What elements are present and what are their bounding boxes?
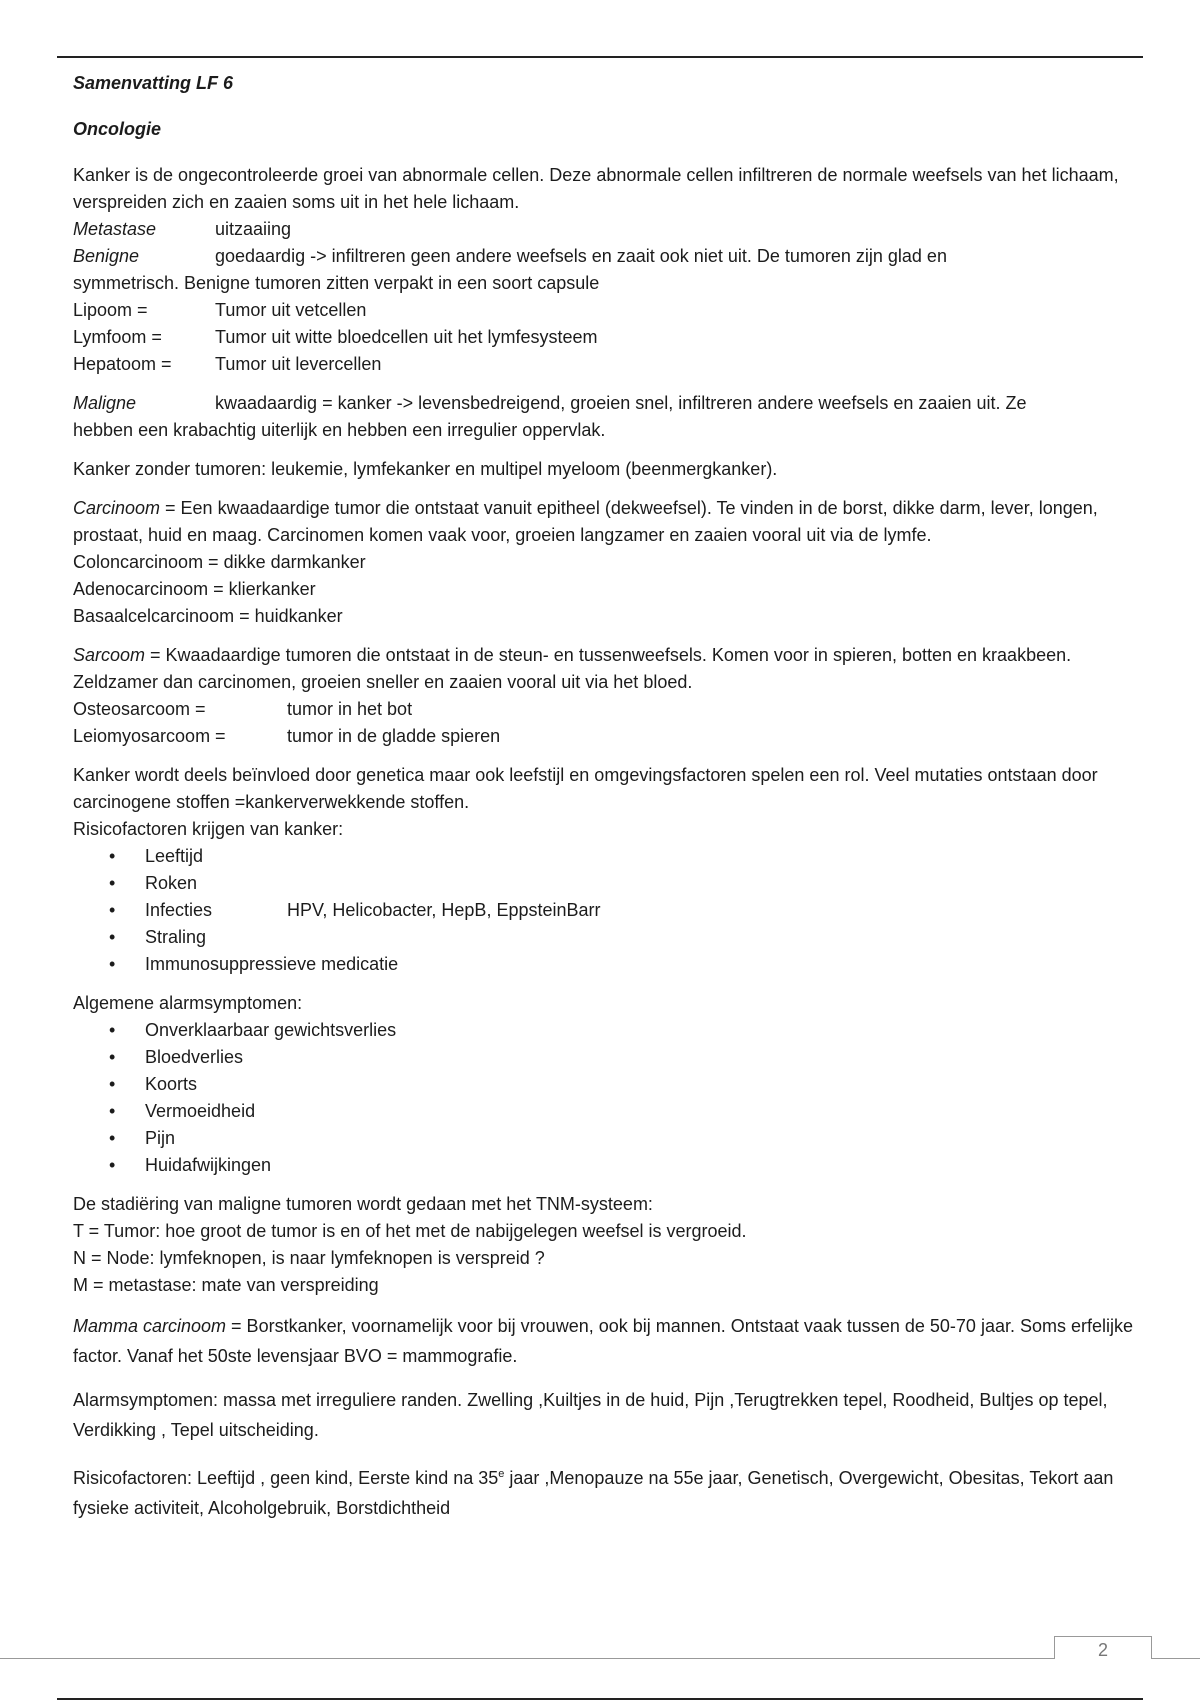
genetics-paragraph: Kanker wordt deels beïnvloed door genetica maar ook leefstijl en omgevingsfactoren spelen een rol. Veel mutaties ontstaan door carcinogene stoffen =kankerverwekkende stoffen. <box>73 765 1098 812</box>
list-item <box>73 1125 1133 1152</box>
document-title: Samenvatting LF 6 <box>73 73 234 93</box>
carcinoom-type: Coloncarcinoom = dikke darmkanker <box>73 552 366 572</box>
page-number: 2 <box>1054 1636 1152 1659</box>
list-item-label: • Roken <box>145 873 198 893</box>
definition-maligne <box>73 390 1133 417</box>
type-desc: tumor in de gladde spieren <box>287 726 501 746</box>
definition-term: Metastase <box>73 219 157 239</box>
carcinoom-text: = Een kwaadaardige tumor die ontstaat vanuit epitheel (dekweefsel). Te vinden in de borst, dikke darm, lever, longen, prostaat, huid en maag. Carcinomen komen vaak voor, groeien langzamer en zaaien vooral uit via de lymfe. <box>73 498 1098 545</box>
definition-desc: goedaardig -> infiltreren geen andere weefsels en zaait ook niet uit. De tumoren zijn glad en <box>215 246 947 266</box>
sarcoom-type-row <box>73 696 1133 723</box>
carcinoom-term: Carcinoom <box>73 498 161 518</box>
carcinoom-type: Basaalcelcarcinoom = huidkanker <box>73 606 343 626</box>
list-item <box>73 1152 1133 1179</box>
mamma-paragraph <box>73 1311 1133 1371</box>
benigne-continuation: symmetrisch. Benigne tumoren zitten verpakt in een soort capsule <box>73 273 600 293</box>
benign-type-row <box>73 351 1133 378</box>
type-term: Lipoom = <box>73 300 148 320</box>
carcinoom-paragraph <box>73 495 1133 549</box>
definition-term: Benigne <box>73 246 140 266</box>
list-item <box>73 897 1133 924</box>
risk-text: Risicofactoren: Leeftijd , geen kind, Eerste kind na 35 <box>73 1468 499 1488</box>
definition-desc: uitzaaiing <box>215 219 292 239</box>
list-item-label: • Immunosuppressieve medicatie <box>145 954 399 974</box>
header-rule <box>57 56 1143 58</box>
definition-metastase <box>73 216 1133 243</box>
mamma-risk-paragraph <box>73 1459 1133 1523</box>
definition-desc: kwaadaardig = kanker -> levensbedreigend, groeien snel, infiltreren andere weefsels en zaaien uit. Ze <box>215 393 1027 413</box>
section-title: Oncologie <box>73 119 162 139</box>
sarcoom-text: = Kwaadaardige tumoren die ontstaat in de steun- en tussenweefsels. Komen voor in spieren, botten en kraakbeen. Zeldzamer dan carcinomen, groeien sneller en zaaien vooral uit via het bloed. <box>73 645 1072 692</box>
type-term: Hepatoom = <box>73 354 172 374</box>
sarcoom-term: Sarcoom <box>73 645 146 665</box>
list-item <box>73 870 1133 897</box>
list-item-extra: HPV, Helicobacter, HepB, EppsteinBarr <box>287 900 601 920</box>
risk-text: jaar ,Menopauze na 55e jaar, Genetisch, Overgewicht, Obesitas, Tekort aan fysieke activiteit, Alcoholgebruik, Borstdichtheid <box>73 1468 1114 1518</box>
list-item-label: • Leeftijd <box>145 846 204 866</box>
type-term: Lymfoom = <box>73 327 162 347</box>
alarm-list <box>73 1017 1133 1179</box>
benign-type-row <box>73 324 1133 351</box>
type-term: Leiomyosarcoom = <box>73 726 226 746</box>
list-item-label: • Bloedverlies <box>145 1047 244 1067</box>
type-desc: tumor in het bot <box>287 699 413 719</box>
footer-rule <box>0 1658 1200 1659</box>
tnm-line: N = Node: lymfeknopen, is naar lymfeknopen is verspreid ? <box>73 1248 545 1268</box>
tnm-heading: De stadiëring van maligne tumoren wordt gedaan met het TNM-systeem: <box>73 1194 653 1214</box>
list-item-label: • Onverklaarbaar gewichtsverlies <box>145 1020 397 1040</box>
risk-superscript: e <box>498 1468 505 1480</box>
intro-paragraph: Kanker is de ongecontroleerde groei van abnormale cellen. Deze abnormale cellen infiltreren de normale weefsels van het lichaam, verspreiden zich en zaaien soms uit in het hele lichaam. <box>73 165 1119 212</box>
list-item-label: • Infecties <box>145 900 213 920</box>
mamma-text: = Borstkanker, voornamelijk voor bij vrouwen, ook bij mannen. Ontstaat vaak tussen de 50-70 jaar. Soms erfelijke factor. Vanaf het 50ste levensjaar BVO = mammografie. <box>73 1316 1134 1366</box>
type-desc: Tumor uit witte bloedcellen uit het lymfesysteem <box>215 327 598 347</box>
carcinoom-type: Adenocarcinoom = klierkanker <box>73 579 316 599</box>
document-page <box>73 70 1133 1523</box>
tnm-line: T = Tumor: hoe groot de tumor is en of het met de nabijgelegen weefsel is vergroeid. <box>73 1221 747 1241</box>
list-item-label: • Huidafwijkingen <box>145 1155 272 1175</box>
risk-heading: Risicofactoren krijgen van kanker: <box>73 819 344 839</box>
list-item-label: • Pijn <box>145 1128 176 1148</box>
definition-term: Maligne <box>73 393 137 413</box>
list-item-label: • Straling <box>145 927 207 947</box>
risk-list <box>73 843 1133 978</box>
list-item <box>73 951 1133 978</box>
sarcoom-type-row <box>73 723 1133 750</box>
list-item <box>73 1044 1133 1071</box>
maligne-continuation: hebben een krabachtig uiterlijk en hebben een irregulier oppervlak. <box>73 420 606 440</box>
alarm-heading: Algemene alarmsymptomen: <box>73 993 303 1013</box>
benign-type-row <box>73 297 1133 324</box>
list-item <box>73 1098 1133 1125</box>
tnm-line: M = metastase: mate van verspreiding <box>73 1275 379 1295</box>
list-item-label: • Vermoeidheid <box>145 1101 256 1121</box>
type-desc: Tumor uit levercellen <box>215 354 382 374</box>
type-desc: Tumor uit vetcellen <box>215 300 367 320</box>
sarcoom-paragraph <box>73 642 1133 696</box>
definition-benigne <box>73 243 1133 270</box>
list-item-label: • Koorts <box>145 1074 198 1094</box>
mamma-term: Mamma carcinoom <box>73 1316 227 1336</box>
type-term: Osteosarcoom = <box>73 699 206 719</box>
list-item <box>73 1071 1133 1098</box>
no-tumor-paragraph: Kanker zonder tumoren: leukemie, lymfekanker en multipel myeloom (beenmergkanker). <box>73 459 778 479</box>
list-item <box>73 1017 1133 1044</box>
mamma-alarm-paragraph: Alarmsymptomen: massa met irreguliere randen. Zwelling ,Kuiltjes in de huid, Pijn ,Terugtrekken tepel, Roodheid, Bultjes op tepel, Verdikking , Tepel uitscheiding. <box>73 1390 1108 1440</box>
list-item <box>73 924 1133 951</box>
list-item <box>73 843 1133 870</box>
